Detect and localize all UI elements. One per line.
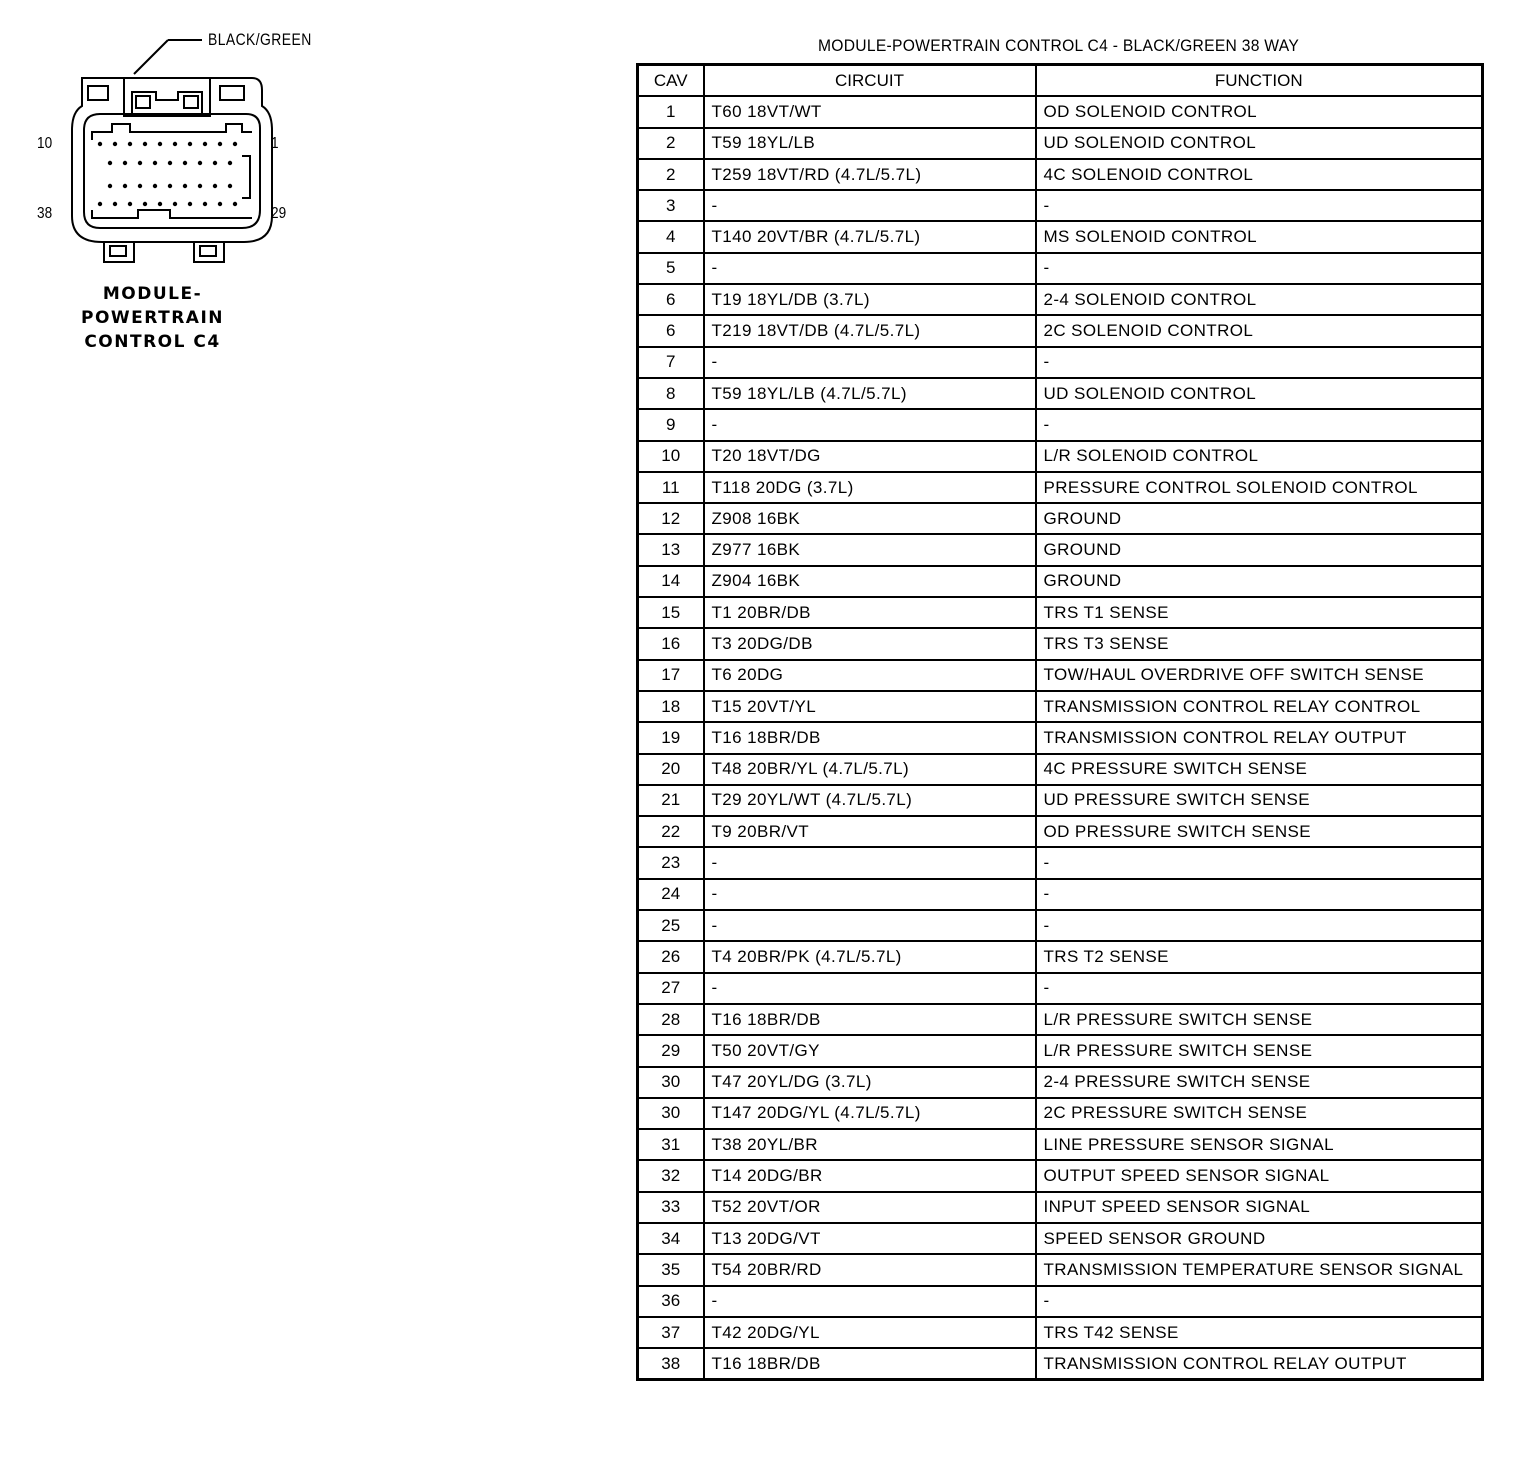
cav-cell: 17 xyxy=(638,660,704,691)
function-cell: TRANSMISSION TEMPERATURE SENSOR SIGNAL xyxy=(1036,1254,1483,1285)
table-row xyxy=(638,1160,1483,1191)
function-cell: MS SOLENOID CONTROL xyxy=(1036,221,1483,252)
table-row xyxy=(638,1254,1483,1285)
table-row xyxy=(638,96,1483,127)
function-cell: - xyxy=(1036,409,1483,440)
pin-dot xyxy=(143,142,147,146)
keyway xyxy=(242,156,250,198)
cav-cell: 6 xyxy=(638,284,704,315)
circuit-cell: T4 20BR/PK (4.7L/5.7L) xyxy=(704,941,1036,972)
connector-name-line: CONTROL C4 xyxy=(84,332,221,352)
cav-cell: 36 xyxy=(638,1286,704,1317)
function-cell: - xyxy=(1036,847,1483,878)
circuit-cell: T16 18BR/DB xyxy=(704,1348,1036,1380)
header-function: FUNCTION xyxy=(1036,65,1483,97)
circuit-cell: T47 20YL/DG (3.7L) xyxy=(704,1067,1036,1098)
function-cell: L/R PRESSURE SWITCH SENSE xyxy=(1036,1004,1483,1035)
pin-dot xyxy=(138,161,142,165)
cav-cell: 2 xyxy=(638,159,704,190)
table-row xyxy=(638,441,1483,472)
circuit-cell: T3 20DG/DB xyxy=(704,628,1036,659)
function-cell: TOW/HAUL OVERDRIVE OFF SWITCH SENSE xyxy=(1036,660,1483,691)
circuit-cell: - xyxy=(704,910,1036,941)
function-cell: PRESSURE CONTROL SOLENOID CONTROL xyxy=(1036,472,1483,503)
latch-window-left xyxy=(136,96,150,108)
function-cell: OUTPUT SPEED SENSOR SIGNAL xyxy=(1036,1160,1483,1191)
pin-dot xyxy=(218,142,222,146)
pin-dot xyxy=(98,202,102,206)
circuit-cell: T48 20BR/YL (4.7L/5.7L) xyxy=(704,754,1036,785)
table-row xyxy=(638,503,1483,534)
top-right-tab xyxy=(220,86,244,100)
function-cell: SPEED SENSOR GROUND xyxy=(1036,1223,1483,1254)
top-left-tab xyxy=(88,86,108,100)
pin-dot xyxy=(168,184,172,188)
pin-dot xyxy=(198,161,202,165)
circuit-cell: T140 20VT/BR (4.7L/5.7L) xyxy=(704,221,1036,252)
table-row xyxy=(638,159,1483,190)
pin-dot xyxy=(213,161,217,165)
table-row xyxy=(638,347,1483,378)
header-cav: CAV xyxy=(638,65,704,97)
function-cell: TRANSMISSION CONTROL RELAY OUTPUT xyxy=(1036,1348,1483,1380)
table-row xyxy=(638,785,1483,816)
table-row xyxy=(638,472,1483,503)
circuit-cell: T42 20DG/YL xyxy=(704,1317,1036,1348)
circuit-cell: T9 20BR/VT xyxy=(704,816,1036,847)
circuit-cell: T118 20DG (3.7L) xyxy=(704,472,1036,503)
pin-dot xyxy=(173,142,177,146)
table-row xyxy=(638,378,1483,409)
circuit-cell: Z908 16BK xyxy=(704,503,1036,534)
pin-dot xyxy=(123,161,127,165)
cav-cell: 35 xyxy=(638,1254,704,1285)
function-cell: 2C SOLENOID CONTROL xyxy=(1036,315,1483,346)
pin-dot xyxy=(203,202,207,206)
function-cell: - xyxy=(1036,973,1483,1004)
cav-cell: 37 xyxy=(638,1317,704,1348)
function-cell: UD PRESSURE SWITCH SENSE xyxy=(1036,785,1483,816)
circuit-cell: T60 18VT/WT xyxy=(704,96,1036,127)
cav-cell: 26 xyxy=(638,941,704,972)
table-row xyxy=(638,1098,1483,1129)
table-row xyxy=(638,253,1483,284)
table-row xyxy=(638,315,1483,346)
function-cell: INPUT SPEED SENSOR SIGNAL xyxy=(1036,1192,1483,1223)
cav-cell: 8 xyxy=(638,378,704,409)
circuit-cell: T14 20DG/BR xyxy=(704,1160,1036,1191)
connector-name xyxy=(70,282,235,354)
table-row xyxy=(638,973,1483,1004)
cav-cell: 23 xyxy=(638,847,704,878)
function-cell: TRANSMISSION CONTROL RELAY CONTROL xyxy=(1036,691,1483,722)
table-row xyxy=(638,566,1483,597)
table-row xyxy=(638,754,1483,785)
function-cell: - xyxy=(1036,253,1483,284)
pin-label-29: 29 xyxy=(271,205,287,222)
bottom-right-slot xyxy=(200,246,216,256)
circuit-cell: T50 20VT/GY xyxy=(704,1035,1036,1066)
function-cell: L/R PRESSURE SWITCH SENSE xyxy=(1036,1035,1483,1066)
pinout-table xyxy=(636,63,1484,1381)
function-cell: LINE PRESSURE SENSOR SIGNAL xyxy=(1036,1129,1483,1160)
circuit-cell: T13 20DG/VT xyxy=(704,1223,1036,1254)
pin-dot xyxy=(233,142,237,146)
function-cell: L/R SOLENOID CONTROL xyxy=(1036,441,1483,472)
pin-dot xyxy=(158,142,162,146)
function-cell: 4C PRESSURE SWITCH SENSE xyxy=(1036,754,1483,785)
function-cell: UD SOLENOID CONTROL xyxy=(1036,378,1483,409)
cav-cell: 7 xyxy=(638,347,704,378)
cav-cell: 13 xyxy=(638,534,704,565)
cav-cell: 30 xyxy=(638,1067,704,1098)
table-row xyxy=(638,941,1483,972)
pin-dot xyxy=(168,161,172,165)
connector-name-line: POWERTRAIN xyxy=(81,308,224,328)
circuit-cell: - xyxy=(704,1286,1036,1317)
table-row xyxy=(638,847,1483,878)
table-row xyxy=(638,1223,1483,1254)
pin-dot xyxy=(128,202,132,206)
pin-dot xyxy=(153,161,157,165)
cav-cell: 5 xyxy=(638,253,704,284)
circuit-cell: T29 20YL/WT (4.7L/5.7L) xyxy=(704,785,1036,816)
function-cell: TRS T3 SENSE xyxy=(1036,628,1483,659)
function-cell: GROUND xyxy=(1036,503,1483,534)
circuit-cell: T59 18YL/LB xyxy=(704,128,1036,159)
pin-dot xyxy=(123,184,127,188)
pin-dot xyxy=(173,202,177,206)
circuit-cell: Z977 16BK xyxy=(704,534,1036,565)
pin-dot xyxy=(218,202,222,206)
function-cell: TRS T42 SENSE xyxy=(1036,1317,1483,1348)
cav-cell: 34 xyxy=(638,1223,704,1254)
pin-dot xyxy=(213,184,217,188)
table-row xyxy=(638,1348,1483,1380)
function-cell: TRS T1 SENSE xyxy=(1036,597,1483,628)
pin-dot xyxy=(113,142,117,146)
cav-cell: 6 xyxy=(638,315,704,346)
cav-cell: 29 xyxy=(638,1035,704,1066)
cav-cell: 10 xyxy=(638,441,704,472)
pin-dot xyxy=(138,184,142,188)
inner-top-edge xyxy=(92,124,252,140)
pin-label-38: 38 xyxy=(37,205,53,222)
table-row xyxy=(638,1067,1483,1098)
table-row xyxy=(638,1035,1483,1066)
cav-cell: 1 xyxy=(638,96,704,127)
table-row xyxy=(638,1192,1483,1223)
circuit-cell: T147 20DG/YL (4.7L/5.7L) xyxy=(704,1098,1036,1129)
function-cell: - xyxy=(1036,1286,1483,1317)
cav-cell: 20 xyxy=(638,754,704,785)
table-row xyxy=(638,660,1483,691)
circuit-cell: T52 20VT/OR xyxy=(704,1192,1036,1223)
table-row xyxy=(638,190,1483,221)
table-row xyxy=(638,284,1483,315)
pin-dot xyxy=(228,184,232,188)
table-row xyxy=(638,1286,1483,1317)
circuit-cell: - xyxy=(704,879,1036,910)
pin-dot xyxy=(113,202,117,206)
circuit-cell: T15 20VT/YL xyxy=(704,691,1036,722)
pin-dot xyxy=(203,142,207,146)
pin-dot xyxy=(108,161,112,165)
cav-cell: 25 xyxy=(638,910,704,941)
cav-cell: 2 xyxy=(638,128,704,159)
cav-cell: 19 xyxy=(638,722,704,753)
table-header-row xyxy=(638,65,1483,97)
pin-label-10: 10 xyxy=(37,135,53,152)
circuit-cell: - xyxy=(704,409,1036,440)
circuit-cell: T16 18BR/DB xyxy=(704,722,1036,753)
function-cell: UD SOLENOID CONTROL xyxy=(1036,128,1483,159)
cav-cell: 14 xyxy=(638,566,704,597)
pin-dot xyxy=(108,184,112,188)
pin-dot xyxy=(153,184,157,188)
table-row xyxy=(638,128,1483,159)
circuit-cell: - xyxy=(704,847,1036,878)
function-cell: 2-4 PRESSURE SWITCH SENSE xyxy=(1036,1067,1483,1098)
cav-cell: 30 xyxy=(638,1098,704,1129)
cav-cell: 27 xyxy=(638,973,704,1004)
pin-dot xyxy=(98,142,102,146)
circuit-cell: T59 18YL/LB (4.7L/5.7L) xyxy=(704,378,1036,409)
function-cell: GROUND xyxy=(1036,534,1483,565)
cav-cell: 12 xyxy=(638,503,704,534)
circuit-cell: T54 20BR/RD xyxy=(704,1254,1036,1285)
cav-cell: 16 xyxy=(638,628,704,659)
circuit-cell: - xyxy=(704,347,1036,378)
function-cell: 4C SOLENOID CONTROL xyxy=(1036,159,1483,190)
circuit-cell: T19 18YL/DB (3.7L) xyxy=(704,284,1036,315)
table-row xyxy=(638,409,1483,440)
cav-cell: 28 xyxy=(638,1004,704,1035)
circuit-cell: - xyxy=(704,253,1036,284)
cav-cell: 22 xyxy=(638,816,704,847)
cav-cell: 31 xyxy=(638,1129,704,1160)
function-cell: GROUND xyxy=(1036,566,1483,597)
pin-dot xyxy=(233,202,237,206)
connector-color-label: BLACK/GREEN xyxy=(208,30,312,49)
pin-dot xyxy=(198,184,202,188)
inner-bottom-edge xyxy=(92,210,252,218)
table-row xyxy=(638,1004,1483,1035)
pin-dot xyxy=(188,202,192,206)
header-circuit: CIRCUIT xyxy=(704,65,1036,97)
cav-cell: 21 xyxy=(638,785,704,816)
cav-cell: 24 xyxy=(638,879,704,910)
pin-dot xyxy=(158,202,162,206)
cav-cell: 4 xyxy=(638,221,704,252)
cav-cell: 32 xyxy=(638,1160,704,1191)
table-row xyxy=(638,816,1483,847)
latch-window-right xyxy=(184,96,198,108)
pin-grid xyxy=(98,142,237,206)
connector-name-line: MODULE- xyxy=(102,284,203,304)
circuit-cell: Z904 16BK xyxy=(704,566,1036,597)
function-cell: OD PRESSURE SWITCH SENSE xyxy=(1036,816,1483,847)
circuit-cell: T1 20BR/DB xyxy=(704,597,1036,628)
cav-cell: 15 xyxy=(638,597,704,628)
cav-cell: 9 xyxy=(638,409,704,440)
function-cell: - xyxy=(1036,910,1483,941)
circuit-cell: T6 20DG xyxy=(704,660,1036,691)
function-cell: 2C PRESSURE SWITCH SENSE xyxy=(1036,1098,1483,1129)
circuit-cell: T16 18BR/DB xyxy=(704,1004,1036,1035)
function-cell: - xyxy=(1036,347,1483,378)
table-row xyxy=(638,534,1483,565)
table-row xyxy=(638,722,1483,753)
function-cell: OD SOLENOID CONTROL xyxy=(1036,96,1483,127)
circuit-cell: T259 18VT/RD (4.7L/5.7L) xyxy=(704,159,1036,190)
table-row xyxy=(638,597,1483,628)
pin-dot xyxy=(128,142,132,146)
table-title: MODULE-POWERTRAIN CONTROL C4 - BLACK/GREEN 38 WAY xyxy=(817,36,1300,55)
table-row xyxy=(638,691,1483,722)
cav-cell: 11 xyxy=(638,472,704,503)
table-row xyxy=(638,910,1483,941)
cav-cell: 3 xyxy=(638,190,704,221)
circuit-cell: T38 20YL/BR xyxy=(704,1129,1036,1160)
circuit-cell: - xyxy=(704,190,1036,221)
circuit-cell: T20 18VT/DG xyxy=(704,441,1036,472)
circuit-cell: T219 18VT/DB (4.7L/5.7L) xyxy=(704,315,1036,346)
callout-leader-diagonal xyxy=(134,40,168,74)
cav-cell: 18 xyxy=(638,691,704,722)
function-cell: 2-4 SOLENOID CONTROL xyxy=(1036,284,1483,315)
function-cell: - xyxy=(1036,879,1483,910)
table-row xyxy=(638,221,1483,252)
function-cell: TRS T2 SENSE xyxy=(1036,941,1483,972)
connector-drawing xyxy=(30,20,330,300)
pin-dot xyxy=(143,202,147,206)
bottom-left-slot xyxy=(110,246,126,256)
cav-cell: 33 xyxy=(638,1192,704,1223)
pin-dot xyxy=(228,161,232,165)
function-cell: TRANSMISSION CONTROL RELAY OUTPUT xyxy=(1036,722,1483,753)
pin-dot xyxy=(183,161,187,165)
cav-cell: 38 xyxy=(638,1348,704,1380)
pin-dot xyxy=(188,142,192,146)
table-row xyxy=(638,628,1483,659)
pin-label-1: 1 xyxy=(271,135,279,152)
circuit-cell: - xyxy=(704,973,1036,1004)
function-cell: - xyxy=(1036,190,1483,221)
pin-dot xyxy=(183,184,187,188)
table-row xyxy=(638,879,1483,910)
table-row xyxy=(638,1129,1483,1160)
table-row xyxy=(638,1317,1483,1348)
